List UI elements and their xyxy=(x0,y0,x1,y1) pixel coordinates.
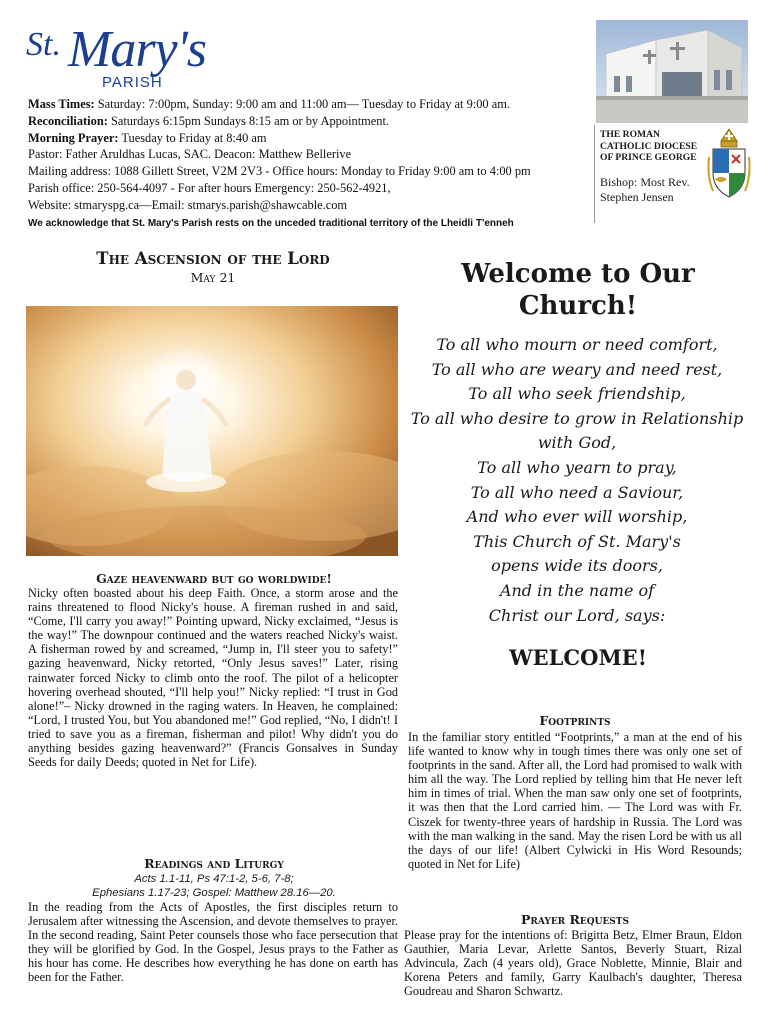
reconciliation-times: Reconciliation: Saturdays 6:15pm Sundays 8:15 am or by Appointment. xyxy=(28,113,390,128)
bishop-name: Bishop: Most Rev. Stephen Jensen xyxy=(600,175,690,204)
welcome-poem xyxy=(402,333,752,628)
website-line: Website: stmaryspg.ca—Email: stmarys.parish@shawcable.com xyxy=(28,197,348,212)
readings-text: In the reading from the Acts of Apostles, the first disciples return to Jerusalem after witnessing the Ascension, and devote themselves to prayer. In the second reading, Saint Peter counsels those who face persecution that they will be glorified by God. In the Gospel, Jesus prays to the Father as his hour has come. He describes how everything he has done on earth has been for the Father. xyxy=(28,900,398,985)
poem-line: And in the name of xyxy=(499,580,655,600)
welcome-title-line2: Church! xyxy=(518,291,638,321)
prayer-requests-title: Prayer Requests xyxy=(520,912,630,927)
readings-refs xyxy=(28,872,400,900)
diocese-box xyxy=(594,125,754,223)
morning-prayer-times: Morning Prayer: Tuesday to Friday at 8:40 am xyxy=(28,130,267,145)
welcome-closing: WELCOME! xyxy=(509,645,647,670)
footprints-title: Footprints xyxy=(539,713,611,728)
readings-refs-line2: Ephesians 1.17-23; Gospel: Matthew 28.16—20. xyxy=(92,887,336,899)
gaze-title: Gaze heavenward but go worldwide! xyxy=(96,571,332,586)
poem-line: To all who mourn or need comfort, xyxy=(436,335,718,354)
mailing-line: Mailing address: 1088 Gillett Street, V2M 2V3 - Office hours: Monday to Friday 9:00 am to 4:00 pm xyxy=(28,164,531,179)
poem-line: To all who yearn to pray, xyxy=(477,457,677,477)
prayer-requests-text: Please pray for the intentions of: Brigitta Betz, Elmer Braun, Eldon Gauthier, Maria Levar, Arlette Santos, Beverly Stuart, Rizal Advincula, Zach (4 years old), Grace Noblette, Minnie, Blair and Korena Peters and family, Garry Kaulbach's daughter, Theresa Goudreau and Sharon Schwartz. xyxy=(404,928,742,999)
logo-parish: PARISH xyxy=(102,74,163,91)
diocese-name: THE ROMAN CATHOLIC DIOCESE OF PRINCE GEORGE xyxy=(600,129,698,163)
poem-line: Christ our Lord, says: xyxy=(488,605,666,625)
mass-times: Mass Times: Saturday: 7:00pm, Sunday: 9:00 am and 11:00 am— Tuesday to Friday at 9:00 am. xyxy=(28,97,510,111)
poem-line: To all who seek friendship, xyxy=(468,384,686,404)
poem-line: This Church of St. Mary's xyxy=(473,531,681,551)
poem-line: opens wide its doors, xyxy=(491,556,663,576)
parish-info xyxy=(28,96,593,232)
poem-line: And who ever will worship, xyxy=(466,507,688,527)
welcome-title-line1: Welcome to Our xyxy=(461,259,695,289)
readings-refs-line1: Acts 1.1-11, Ps 47:1-2, 5-6, 7-8; xyxy=(134,873,294,885)
ascension-title: The Ascension of the Lord xyxy=(96,249,330,268)
poem-line: with God, xyxy=(537,433,617,453)
readings-title: Readings and Liturgy xyxy=(144,856,284,871)
footprints-text: In the familiar story entitled “Footprints,” a man at the end of his life wanted to know why in tough times there was only one set of footprints in the sand. After all, the Lord had promised to walk with him all the way. The Lord replied by telling him that He never left him in times of trial. When the man saw only one set of footprints, it was then that the Lord carried him. — The Lord was with Fr. Ciszek for twenty-three years of hardship in Russia. The Lord was with the man walking in the sand. May the risen Lord be with us all the days of our life! (Albert Cylwicki in His Word Resounds; quoted in Net for Life) xyxy=(408,730,742,871)
ascension-image xyxy=(26,306,398,556)
poem-line: To all who need a Saviour, xyxy=(470,482,684,502)
welcome-title xyxy=(408,258,748,322)
poem-line: To all who are weary and need rest, xyxy=(431,359,723,379)
logo-st: St. xyxy=(26,26,61,63)
land-acknowledgement: We acknowledge that St. Mary's Parish rests on the unceded traditional territory of the Lheidli T'enneh xyxy=(28,217,514,229)
ascension-date: May 21 xyxy=(190,270,236,285)
parish-logo xyxy=(26,20,216,92)
poem-line: To all who desire to grow in Relationship xyxy=(410,408,744,428)
gaze-text: Nicky often boasted about his deep Faith. Once, a storm arose and the rains threatened to flood Nicky's house. A fireman rushed in and said, “Come, I'll carry you away!” Pointing upward, Nicky exclaimed, “Jesus is the way!” The downpour continued and the waters reached Nicky's waist. A fisherman rowed by and screamed, “Jump in, I'll steer you to safety!” gazing heavenward, Nicky retorted, “Only Jesus saves!” Later, rising rainwater forced Nicky to climb onto the roof. The pilot of a helicopter hovering overhead shouted, “I'll help you!” Nicky replied: “I trust in God alone!”– Nicky drowned in the raging waters. In Heaven, he complained: “Lord, I trusted You, but You abandoned me!” God replied, “No, I didn't! I tried to save you as a fireman, fisherman and pilot! Why didn't you do anything besides gazing heavenward?” (Francis Gonsalves in Sunday Seeds for daily Deeds; quoted in Net for Life). xyxy=(28,586,398,770)
pastor-line: Pastor: Father Aruldhas Lucas, SAC. Deacon: Matthew Bellerive xyxy=(28,147,352,162)
church-photo xyxy=(596,20,748,123)
logo-mary: Mary's xyxy=(68,21,206,78)
phone-line: Parish office: 250-564-4097 - For after hours Emergency: 250-562-4921, xyxy=(28,180,391,195)
diocese-crest-icon xyxy=(707,127,751,201)
